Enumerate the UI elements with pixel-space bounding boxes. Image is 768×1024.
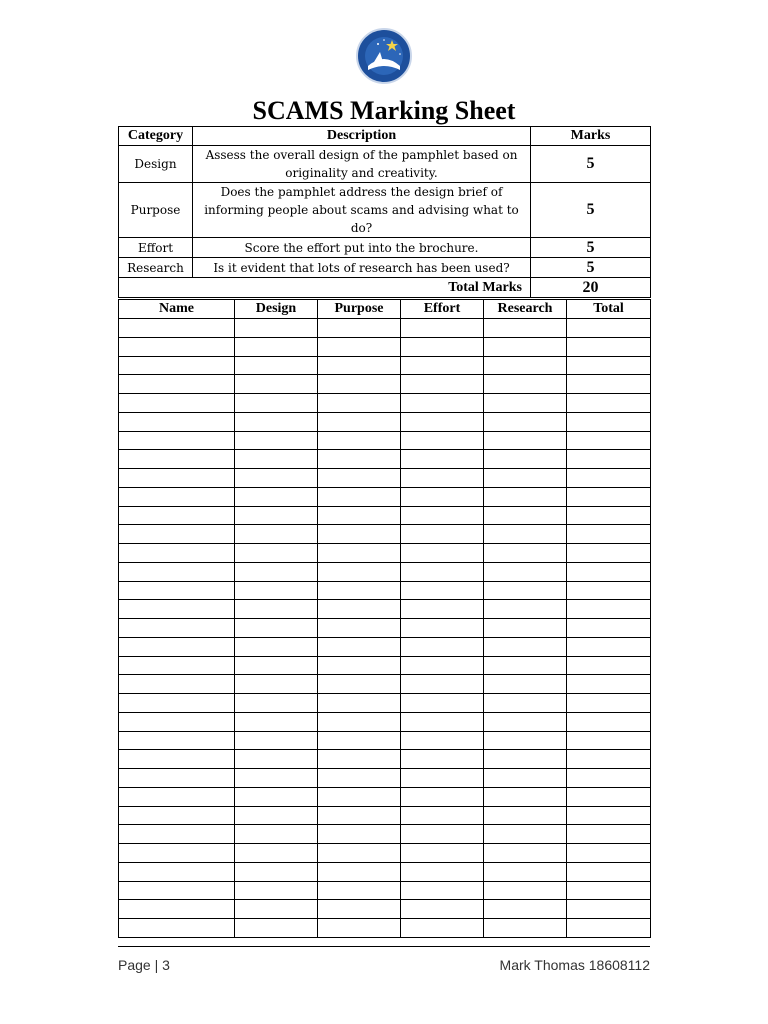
grid-cell-total: [567, 919, 651, 938]
grid-cell-purpose: [318, 694, 401, 713]
table-row: [119, 469, 651, 488]
grid-cell-design: [235, 694, 318, 713]
rubric-marks: 5: [531, 183, 651, 238]
grid-cell-design: [235, 337, 318, 356]
grid-cell-design: [235, 394, 318, 413]
grid-cell-total: [567, 394, 651, 413]
grid-header-name: Name: [119, 300, 235, 319]
grid-cell-design: [235, 487, 318, 506]
grid-cell-name: [119, 844, 235, 863]
grid-cell-effort: [401, 450, 484, 469]
grid-cell-name: [119, 656, 235, 675]
rubric-total-row: [119, 278, 651, 298]
grid-cell-research: [484, 450, 567, 469]
grid-cell-total: [567, 825, 651, 844]
grid-cell-total: [567, 844, 651, 863]
rubric-description: Is it evident that lots of research has been used?: [193, 258, 531, 278]
grid-cell-research: [484, 431, 567, 450]
grid-header-total: Total: [567, 300, 651, 319]
grid-cell-effort: [401, 825, 484, 844]
grid-cell-total: [567, 900, 651, 919]
grid-cell-name: [119, 544, 235, 563]
grid-cell-purpose: [318, 544, 401, 563]
rubric-row-purpose: [119, 183, 651, 238]
grid-cell-design: [235, 750, 318, 769]
grid-cell-purpose: [318, 675, 401, 694]
rubric-description: Assess the overall design of the pamphlet based on originality and creativity.: [193, 146, 531, 183]
grid-cell-purpose: [318, 919, 401, 938]
table-row: [119, 337, 651, 356]
grid-cell-purpose: [318, 394, 401, 413]
grid-cell-total: [567, 787, 651, 806]
grid-cell-design: [235, 356, 318, 375]
college-logo: [356, 22, 412, 90]
grid-cell-design: [235, 675, 318, 694]
grid-cell-effort: [401, 806, 484, 825]
grid-cell-effort: [401, 581, 484, 600]
grid-cell-design: [235, 825, 318, 844]
grid-cell-purpose: [318, 750, 401, 769]
grid-cell-purpose: [318, 787, 401, 806]
grid-cell-name: [119, 394, 235, 413]
table-row: [119, 694, 651, 713]
page-number: Page | 3: [118, 957, 170, 973]
table-row: [119, 619, 651, 638]
grid-cell-design: [235, 844, 318, 863]
grid-cell-effort: [401, 412, 484, 431]
table-row: [119, 656, 651, 675]
grid-cell-design: [235, 656, 318, 675]
grid-cell-design: [235, 900, 318, 919]
grid-cell-name: [119, 900, 235, 919]
grid-cell-research: [484, 394, 567, 413]
table-row: [119, 806, 651, 825]
grid-cell-name: [119, 356, 235, 375]
grid-cell-purpose: [318, 525, 401, 544]
grid-cell-effort: [401, 919, 484, 938]
grid-cell-name: [119, 487, 235, 506]
grid-cell-research: [484, 600, 567, 619]
grid-cell-effort: [401, 562, 484, 581]
grid-cell-purpose: [318, 469, 401, 488]
table-row: [119, 544, 651, 563]
table-row: [119, 900, 651, 919]
grid-cell-total: [567, 600, 651, 619]
table-row: [119, 412, 651, 431]
grid-cell-total: [567, 319, 651, 338]
grid-cell-research: [484, 919, 567, 938]
rubric-header-category: Category: [119, 127, 193, 146]
grid-cell-design: [235, 600, 318, 619]
grid-cell-name: [119, 787, 235, 806]
grid-cell-name: [119, 769, 235, 788]
grid-cell-total: [567, 637, 651, 656]
grid-cell-design: [235, 562, 318, 581]
grid-cell-total: [567, 487, 651, 506]
table-row: [119, 375, 651, 394]
rubric-description: Score the effort put into the brochure.: [193, 238, 531, 258]
rubric-category: Purpose: [119, 183, 193, 238]
grid-cell-research: [484, 506, 567, 525]
footer-divider: [118, 946, 650, 947]
grid-cell-design: [235, 919, 318, 938]
grid-cell-purpose: [318, 881, 401, 900]
grid-cell-name: [119, 825, 235, 844]
grid-cell-research: [484, 769, 567, 788]
grid-cell-purpose: [318, 600, 401, 619]
grid-cell-design: [235, 637, 318, 656]
table-row: [119, 787, 651, 806]
grid-cell-total: [567, 619, 651, 638]
grid-cell-effort: [401, 525, 484, 544]
table-row: [119, 769, 651, 788]
grid-cell-research: [484, 787, 567, 806]
grid-cell-research: [484, 862, 567, 881]
table-row: [119, 431, 651, 450]
grid-cell-name: [119, 337, 235, 356]
grid-cell-design: [235, 544, 318, 563]
rubric-category: Design: [119, 146, 193, 183]
grid-cell-research: [484, 694, 567, 713]
grid-cell-purpose: [318, 562, 401, 581]
page-title: SCAMS Marking Sheet: [252, 96, 516, 125]
grid-cell-research: [484, 731, 567, 750]
rubric-row-effort: [119, 238, 651, 258]
grid-cell-design: [235, 806, 318, 825]
rubric-header-description: Description: [193, 127, 531, 146]
grid-cell-name: [119, 506, 235, 525]
grid-cell-effort: [401, 544, 484, 563]
grid-cell-name: [119, 881, 235, 900]
table-row: [119, 844, 651, 863]
grid-cell-design: [235, 712, 318, 731]
grid-cell-name: [119, 919, 235, 938]
grid-cell-design: [235, 862, 318, 881]
grid-cell-research: [484, 525, 567, 544]
grid-cell-research: [484, 562, 567, 581]
grid-cell-total: [567, 656, 651, 675]
rubric-marks: 5: [531, 258, 651, 278]
grid-cell-purpose: [318, 619, 401, 638]
grid-cell-research: [484, 544, 567, 563]
table-row: [119, 637, 651, 656]
table-row: [119, 825, 651, 844]
rubric-row-research: [119, 258, 651, 278]
grid-cell-research: [484, 712, 567, 731]
grid-cell-research: [484, 412, 567, 431]
grid-cell-total: [567, 712, 651, 731]
grid-cell-total: [567, 412, 651, 431]
grid-cell-purpose: [318, 806, 401, 825]
grid-cell-effort: [401, 375, 484, 394]
grid-cell-design: [235, 319, 318, 338]
author-id: Mark Thomas 18608112: [499, 957, 650, 973]
table-row: [119, 394, 651, 413]
grid-cell-purpose: [318, 450, 401, 469]
table-row: [119, 600, 651, 619]
grid-cell-effort: [401, 694, 484, 713]
grid-cell-purpose: [318, 375, 401, 394]
grid-cell-name: [119, 862, 235, 881]
grid-cell-total: [567, 881, 651, 900]
rubric-category: Effort: [119, 238, 193, 258]
grid-cell-purpose: [318, 637, 401, 656]
rubric-table: [118, 126, 651, 298]
grid-cell-purpose: [318, 712, 401, 731]
grid-cell-name: [119, 375, 235, 394]
table-row: [119, 919, 651, 938]
total-marks-label: Total Marks: [119, 278, 531, 298]
grid-cell-research: [484, 900, 567, 919]
grid-cell-effort: [401, 394, 484, 413]
grid-cell-research: [484, 637, 567, 656]
grid-cell-total: [567, 675, 651, 694]
grid-cell-research: [484, 356, 567, 375]
grid-cell-effort: [401, 506, 484, 525]
grid-cell-purpose: [318, 506, 401, 525]
grid-cell-design: [235, 450, 318, 469]
grid-cell-effort: [401, 675, 484, 694]
table-row: [119, 356, 651, 375]
grid-cell-effort: [401, 600, 484, 619]
table-row: [119, 675, 651, 694]
grid-cell-name: [119, 319, 235, 338]
grid-cell-effort: [401, 487, 484, 506]
grid-cell-effort: [401, 656, 484, 675]
table-row: [119, 881, 651, 900]
grid-cell-purpose: [318, 487, 401, 506]
table-row: [119, 562, 651, 581]
grid-cell-purpose: [318, 862, 401, 881]
grid-cell-purpose: [318, 431, 401, 450]
grid-cell-total: [567, 525, 651, 544]
student-score-grid: [118, 299, 651, 938]
grid-cell-purpose: [318, 412, 401, 431]
grid-cell-research: [484, 319, 567, 338]
grid-cell-design: [235, 619, 318, 638]
grid-cell-name: [119, 600, 235, 619]
grid-header-row: [119, 300, 651, 319]
grid-cell-effort: [401, 881, 484, 900]
grid-cell-total: [567, 581, 651, 600]
table-row: [119, 712, 651, 731]
grid-cell-design: [235, 881, 318, 900]
grid-cell-effort: [401, 619, 484, 638]
grid-cell-total: [567, 450, 651, 469]
grid-cell-research: [484, 337, 567, 356]
grid-cell-total: [567, 375, 651, 394]
grid-cell-total: [567, 506, 651, 525]
grid-header-research: Research: [484, 300, 567, 319]
grid-cell-design: [235, 469, 318, 488]
grid-body: [119, 319, 651, 938]
grid-cell-design: [235, 769, 318, 788]
grid-cell-purpose: [318, 356, 401, 375]
grid-cell-name: [119, 562, 235, 581]
grid-cell-purpose: [318, 656, 401, 675]
table-row: [119, 862, 651, 881]
grid-header-purpose: Purpose: [318, 300, 401, 319]
grid-cell-name: [119, 469, 235, 488]
grid-cell-purpose: [318, 825, 401, 844]
grid-cell-purpose: [318, 319, 401, 338]
grid-cell-total: [567, 544, 651, 563]
grid-cell-total: [567, 769, 651, 788]
grid-cell-research: [484, 487, 567, 506]
grid-cell-research: [484, 675, 567, 694]
grid-cell-name: [119, 712, 235, 731]
grid-cell-effort: [401, 319, 484, 338]
grid-cell-design: [235, 506, 318, 525]
grid-cell-total: [567, 694, 651, 713]
grid-cell-purpose: [318, 337, 401, 356]
grid-cell-total: [567, 469, 651, 488]
grid-cell-purpose: [318, 731, 401, 750]
grid-cell-research: [484, 806, 567, 825]
grid-cell-name: [119, 431, 235, 450]
grid-cell-name: [119, 450, 235, 469]
rubric-header-marks: Marks: [531, 127, 651, 146]
grid-cell-name: [119, 694, 235, 713]
grid-cell-name: [119, 581, 235, 600]
grid-cell-effort: [401, 769, 484, 788]
grid-cell-effort: [401, 900, 484, 919]
table-row: [119, 487, 651, 506]
grid-cell-effort: [401, 787, 484, 806]
grid-cell-design: [235, 375, 318, 394]
grid-cell-total: [567, 431, 651, 450]
grid-cell-purpose: [318, 844, 401, 863]
grid-cell-name: [119, 637, 235, 656]
rubric-category: Research: [119, 258, 193, 278]
rubric-marks: 5: [531, 146, 651, 183]
grid-cell-purpose: [318, 900, 401, 919]
grid-cell-total: [567, 731, 651, 750]
grid-cell-effort: [401, 712, 484, 731]
grid-cell-total: [567, 337, 651, 356]
grid-cell-design: [235, 525, 318, 544]
grid-header-effort: Effort: [401, 300, 484, 319]
grid-cell-name: [119, 619, 235, 638]
table-row: [119, 450, 651, 469]
grid-cell-research: [484, 825, 567, 844]
rubric-header-row: [119, 127, 651, 146]
grid-cell-name: [119, 750, 235, 769]
grid-cell-total: [567, 356, 651, 375]
rubric-description: Does the pamphlet address the design brief of informing people about scams and advising what to do?: [193, 183, 531, 238]
grid-cell-name: [119, 412, 235, 431]
grid-cell-name: [119, 675, 235, 694]
grid-cell-purpose: [318, 769, 401, 788]
grid-cell-research: [484, 469, 567, 488]
grid-cell-effort: [401, 862, 484, 881]
grid-cell-research: [484, 375, 567, 394]
grid-cell-effort: [401, 637, 484, 656]
grid-cell-purpose: [318, 581, 401, 600]
grid-cell-effort: [401, 469, 484, 488]
grid-cell-effort: [401, 731, 484, 750]
grid-cell-research: [484, 881, 567, 900]
table-row: [119, 750, 651, 769]
rubric-marks: 5: [531, 238, 651, 258]
grid-cell-effort: [401, 337, 484, 356]
table-row: [119, 319, 651, 338]
table-row: [119, 731, 651, 750]
grid-cell-design: [235, 412, 318, 431]
grid-header-design: Design: [235, 300, 318, 319]
grid-cell-name: [119, 806, 235, 825]
grid-cell-effort: [401, 844, 484, 863]
table-row: [119, 506, 651, 525]
grid-cell-design: [235, 581, 318, 600]
grid-cell-research: [484, 581, 567, 600]
grid-cell-research: [484, 844, 567, 863]
rubric-row-design: [119, 146, 651, 183]
grid-cell-research: [484, 619, 567, 638]
grid-cell-research: [484, 656, 567, 675]
grid-cell-total: [567, 562, 651, 581]
grid-cell-effort: [401, 431, 484, 450]
table-row: [119, 581, 651, 600]
grid-cell-research: [484, 750, 567, 769]
grid-cell-design: [235, 431, 318, 450]
grid-cell-total: [567, 806, 651, 825]
grid-cell-total: [567, 750, 651, 769]
table-row: [119, 525, 651, 544]
grid-cell-effort: [401, 356, 484, 375]
grid-cell-name: [119, 731, 235, 750]
grid-cell-design: [235, 731, 318, 750]
grid-cell-total: [567, 862, 651, 881]
grid-cell-effort: [401, 750, 484, 769]
grid-cell-design: [235, 787, 318, 806]
grid-cell-name: [119, 525, 235, 544]
total-marks-value: 20: [531, 278, 651, 298]
